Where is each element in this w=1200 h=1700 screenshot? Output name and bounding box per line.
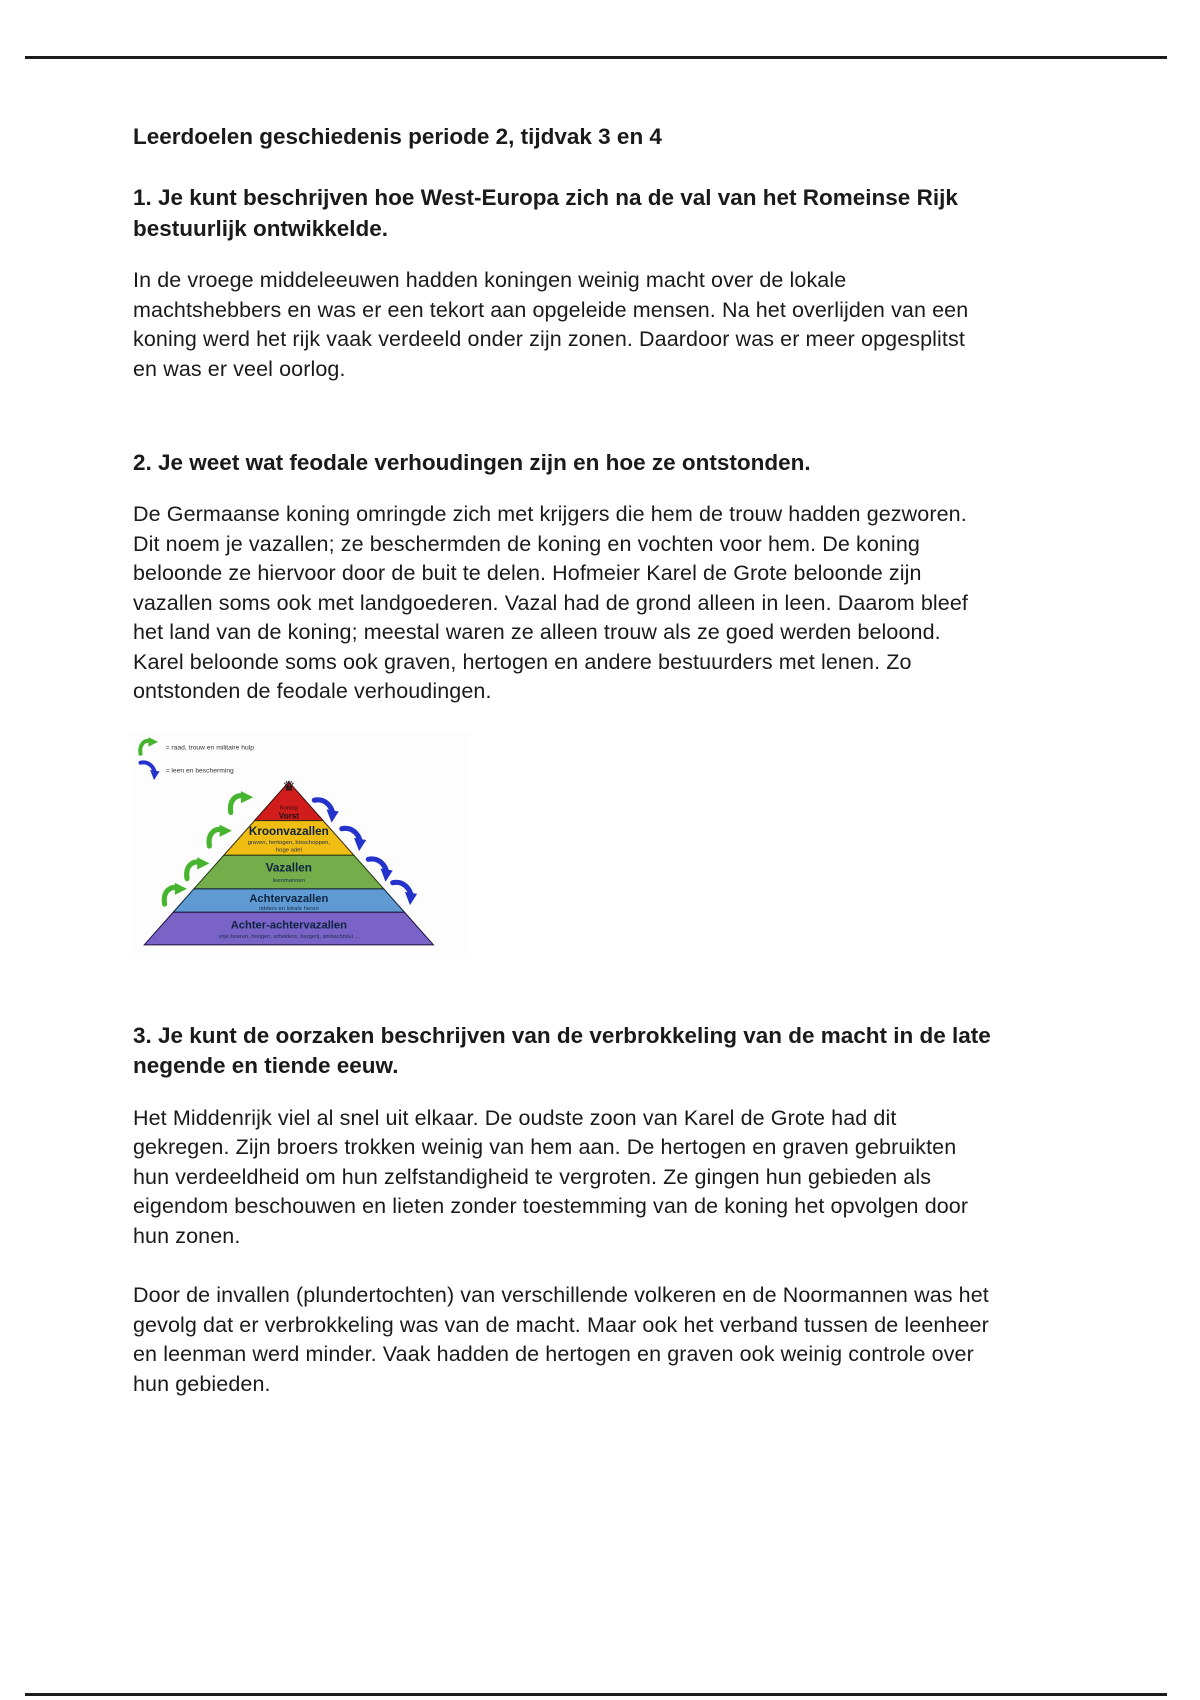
top-horizontal-rule (25, 56, 1167, 59)
green-arrow-icon (209, 825, 232, 846)
level-2-subtitle-2: hoge adel (275, 847, 302, 854)
legend-blue-label: = leen en bescherming (165, 767, 234, 775)
document-content (133, 122, 995, 1399)
section-3-heading: 3. Je kunt de oorzaken beschrijven van de verbrokkeling van de macht in de late negende en tiende eeuw. (133, 1022, 991, 1079)
section-2-heading: 2. Je weet wat feodale verhoudingen zijn en hoe ze ontstonden. (133, 450, 811, 475)
section-3-paragraph-1: Het Middenrijk viel al snel uit elkaar. De oudste zoon van Karel de Grote had dit gekregen. Zijn broers trokken weinig van hem aan. De hertogen en graven gebruikten hun verdeeldheid om hun zelfstandigheid te vergroten. Ze gingen hun gebieden als eigendom beschouwen en lieten zonder toestemming van de koning het opvolgen door hun zonen. (133, 1105, 969, 1248)
section-2-paragraph: De Germaanse koning omringde zich met krijgers die hem de trouw hadden gezworen. Dit noem je vazallen; ze beschermden de koning en vochten voor hem. De koning beloonde ze hiervoor door de buit te delen. Hofmeier Karel de Grote beloonde zijn vazallen soms ook met landgoederen. Vazal had de grond alleen in leen. Daarom bleef het land van de koning; meestal waren ze alleen trouw als ze goed werden beloond. Karel beloonde soms ook graven, hertogen en andere bestuurders met lenen. Zo ontstonden de feodale verhoudingen. (133, 502, 968, 704)
crown-icon: ♛ (282, 778, 296, 795)
green-arrow-icon (230, 791, 253, 812)
section-1-heading: 1. Je kunt beschrijven hoe West-Europa zich na de val van het Romeinse Rijk bestuurlijk ontwikkelde. (133, 185, 958, 241)
feudal-pyramid-diagram (130, 733, 466, 952)
level-5-title: Achter-achtervazallen (230, 919, 347, 932)
bottom-horizontal-rule (25, 1693, 1167, 1696)
level-3-subtitle: leenmannen (272, 878, 306, 885)
legend-green-label: = raad, trouw en militaire hulp (165, 744, 254, 752)
level-1-subtitle: Vorst (278, 811, 299, 821)
blue-arrow-icon (393, 882, 417, 905)
level-4-title: Achtervazallen (249, 892, 329, 905)
level-3-title: Vazallen (265, 861, 312, 875)
level-2-subtitle: graven, hertogen, bisschoppen, (247, 839, 331, 846)
section-1-paragraph: In de vroege middeleeuwen hadden koningen weinig macht over de lokale machtshebbers en was er een tekort aan opgeleide mensen. Na het overlijden van een koning werd het rijk vaak verdeeld onder zijn zonen. Daardoor was er meer opgesplitst en was er veel oorlog. (133, 268, 969, 381)
legend-blue-arrow-icon (141, 762, 160, 780)
page-title: Leerdoelen geschiedenis periode 2, tijdvak 3 en 4 (133, 124, 662, 149)
level-5-subtitle: vrije boeren, horigen, arbeiders, burgerij, ambachtslui ... (218, 934, 360, 941)
feudal-pyramid-figure (130, 733, 470, 957)
level-4-subtitle: ridders en lokale heren (258, 906, 319, 913)
level-1-title: Koning (279, 805, 298, 812)
level-2-title: Kroonvazallen (248, 824, 329, 838)
section-3-paragraph-2: Door de invallen (plundertochten) van verschillende volkeren en de Noormannen was het gevolg dat er verbrokkeling was van de macht. Maar ook het verband tussen de leenheer en leenman werd minder. Vaak hadden de hertogen en graven ook weinig controle over hun gebieden. (133, 1283, 989, 1396)
legend-green-arrow-icon (140, 737, 158, 754)
